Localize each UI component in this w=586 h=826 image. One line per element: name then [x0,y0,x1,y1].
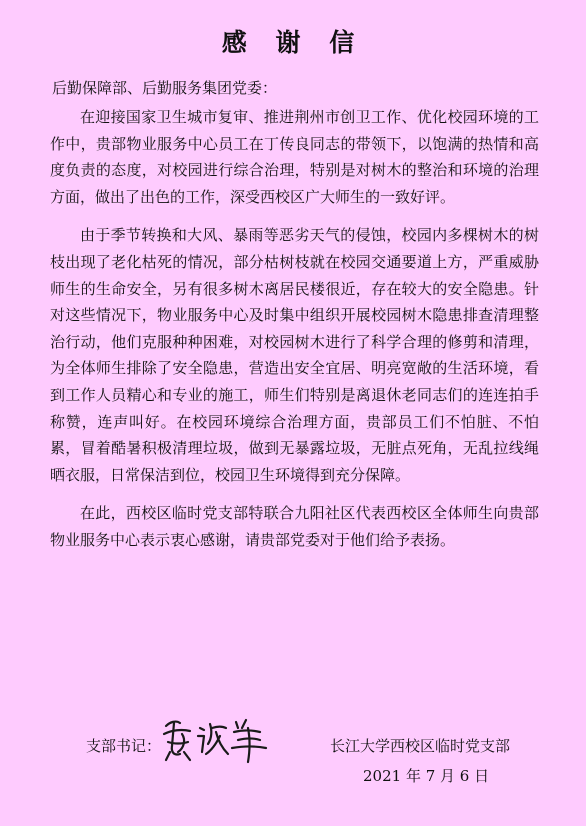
letter-date: 2021 年 7 月 6 日 [363,767,490,785]
body-paragraph: 在此，西校区临时党支部特联合九阳社区代表西校区全体师生向贵部物业服务中心表示衷心感谢，请贵部党委对于他们给予表扬。 [50,504,539,549]
letter-title: 感 谢 信 [221,28,365,57]
body-paragraph: 在迎接国家卫生城市复审、推进荆州市创卫工作、优化校园环境的工作中，贵部物业服务中心员工在丁传良同志的带领下，以饱满的热情和高度负责的态度，对校园进行综合治理，特别是对树木的整治和环境的治理方面，做出了出色的工作，深受西校区广大师生的一致好评。 [50,108,539,206]
body-paragraph: 由于季节转换和大风、暴雨等恶劣天气的侵蚀，校园内多棵树木的树枝出现了老化枯死的情况，部分枯树枝就在校园交通要道上方，严重威胁师生的生命安全，另有很多树木离居民楼很近，存在较大的安全隐患。针对这些情况下，物业服务中心及时集中组织开展校园树木隐患排查清理整治行动，他们克服种种困难，对校园树木进行了科学合理的修剪和清理，为全体师生排除了安全隐患，营造出安全宜居、明亮宽敞的生活环境，看到工作人员精心和专业的施工，师生们特别是离退休老同志们的连连拍手称赞，连声叫好。在校园环境综合治理方面，贵部员工们不怕脏、不怕累，冒着酷暑积极清理垃圾，做到无暴露垃圾，无脏点死角，无乱拉线绳晒衣服，日常保洁到位，校园卫生环境得到充分保障。 [50,226,539,484]
signer-label: 支部书记： [86,737,162,755]
salutation: 后勤保障部、后勤服务集团党委： [52,79,278,97]
handwritten-signature [160,714,270,764]
organization-name: 长江大学西校区临时党支部 [330,737,511,755]
letter-body [50,104,539,566]
